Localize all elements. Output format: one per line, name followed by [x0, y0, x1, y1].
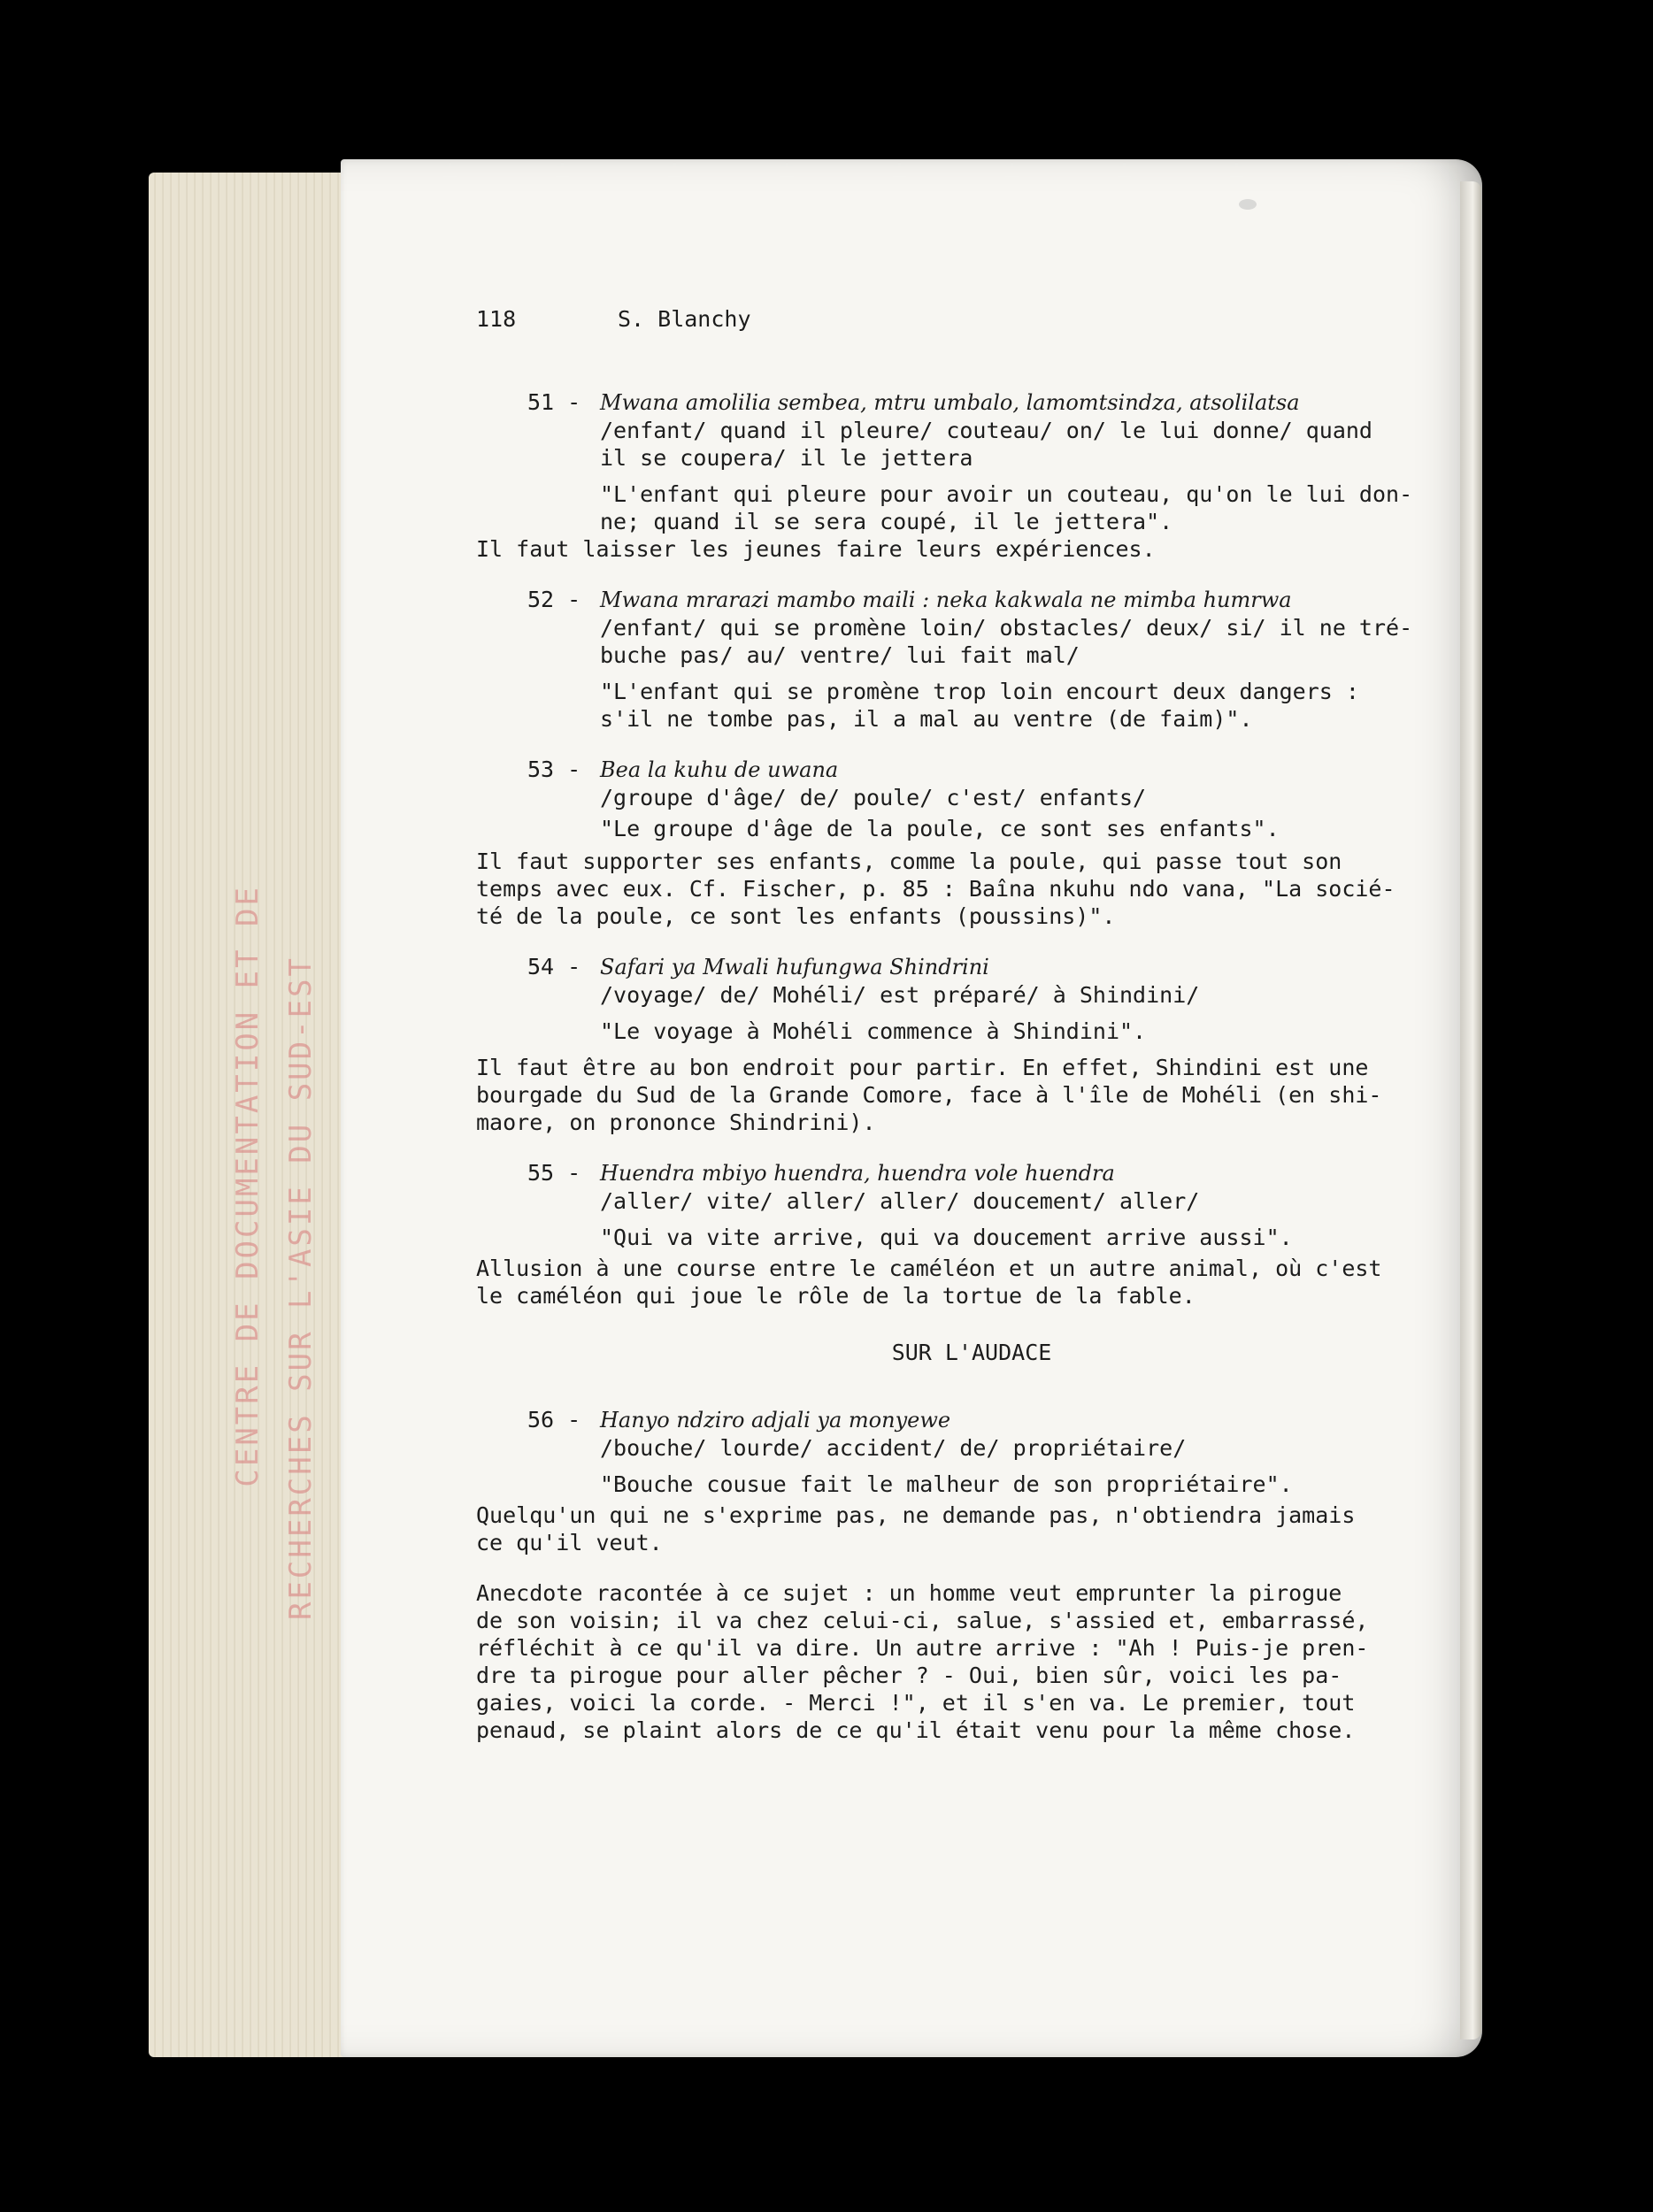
proverb-text: Mwana mrarazi mambo maili : neka kakwala ne mimba humrwa — [600, 588, 1292, 612]
translation-line: "Le voyage à Mohéli commence à Shindini". — [600, 1018, 1147, 1044]
proverb-entry-56 — [527, 1406, 1467, 1498]
proverb-text: Safari ya Mwali hufungwa Shindrini — [600, 955, 989, 979]
proverb-text: Mwana amolilia sembea, mtru umbalo, lamomtsindza, atsolilatsa — [600, 390, 1300, 415]
proverb-number: 55 - — [527, 1160, 581, 1186]
proverb-number: 54 - — [527, 954, 581, 979]
gloss-line: il se coupera/ il le jettera — [600, 445, 973, 471]
translation-line: "Le groupe d'âge de la poule, ce sont ses enfants". — [600, 816, 1280, 841]
page-content — [476, 305, 1467, 1744]
proverb-entry-53 — [527, 756, 1467, 842]
gloss-line: /groupe d'âge/ de/ poule/ c'est/ enfants/ — [600, 785, 1147, 810]
anecdote-line: Anecdote racontée à ce sujet : un homme veut emprunter la pirogue — [476, 1580, 1342, 1606]
proverb-entry-54 — [527, 953, 1467, 1045]
gloss-line: /bouche/ lourde/ accident/ de/ propriétaire/ — [600, 1435, 1187, 1461]
proverb-text: Huendra mbiyo huendra, huendra vole huendra — [600, 1161, 1115, 1186]
translation-line: ne; quand il se sera coupé, il le jettera". — [600, 509, 1173, 534]
translation-line: "L'enfant qui pleure pour avoir un couteau, qu'on le lui don- — [600, 481, 1413, 507]
proverb-number: 51 - — [527, 389, 581, 415]
translation-line: "Bouche cousue fait le malheur de son propriétaire". — [600, 1471, 1293, 1497]
commentary: Allusion à une course entre le caméléon et un autre animal, où c'est — [476, 1256, 1382, 1281]
stamp-line-2: RECHERCHES SUR L'ASIE DU SUD-EST — [283, 956, 319, 1621]
library-stamp — [177, 885, 345, 1621]
translation-line: "L'enfant qui se promène trop loin encourt deux dangers : — [600, 679, 1359, 704]
proverb-number: 53 - — [527, 757, 581, 782]
commentary: bourgade du Sud de la Grande Comore, face à l'île de Mohéli (en shi- — [476, 1082, 1382, 1108]
commentary: Il faut supporter ses enfants, comme la poule, qui passe tout son — [476, 849, 1342, 874]
proverb-entry-52 — [527, 586, 1467, 733]
anecdote-line: penaud, se plaint alors de ce qu'il était venu pour la même chose. — [476, 1717, 1356, 1743]
commentary: le caméléon qui joue le rôle de la tortue de la fable. — [476, 1283, 1196, 1309]
commentary: ce qu'il veut. — [476, 1530, 663, 1555]
proverb-entry-51 — [527, 388, 1467, 535]
proverb-text: Hanyo ndziro adjali ya monyewe — [600, 1408, 951, 1432]
commentary: té de la poule, ce sont les enfants (poussins)". — [476, 903, 1116, 929]
commentary: maore, on prononce Shindrini). — [476, 1110, 876, 1135]
proverb-number: 56 - — [527, 1407, 581, 1432]
running-header — [476, 305, 1467, 333]
anecdote-line: réfléchit à ce qu'il va dire. Un autre arrive : "Ah ! Puis-je pren- — [476, 1635, 1369, 1661]
gloss-line: buche pas/ au/ ventre/ lui fait mal/ — [600, 642, 1080, 668]
commentary: Il faut être au bon endroit pour partir. En effet, Shindini est une — [476, 1055, 1369, 1080]
gloss-line: /voyage/ de/ Mohéli/ est préparé/ à Shindini/ — [600, 982, 1200, 1008]
proverb-text: Bea la kuhu de uwana — [600, 757, 839, 782]
page-number: 118 — [476, 306, 517, 332]
commentary: Quelqu'un qui ne s'exprime pas, ne demande pas, n'obtiendra jamais — [476, 1502, 1356, 1528]
gloss-line: /enfant/ qui se promène loin/ obstacles/ deux/ si/ il ne tré- — [600, 615, 1413, 641]
author-name: S. Blanchy — [618, 306, 751, 332]
gloss-line: /aller/ vite/ aller/ aller/ doucement/ aller/ — [600, 1188, 1200, 1214]
gloss-line: /enfant/ quand il pleure/ couteau/ on/ le lui donne/ quand — [600, 418, 1372, 443]
section-title: SUR L'AUDACE — [891, 1340, 1052, 1365]
ink-smudge — [1239, 199, 1257, 210]
anecdote-paragraph — [476, 1579, 1467, 1744]
commentary: Il faut laisser les jeunes faire leurs expériences. — [476, 536, 1156, 562]
anecdote-line: de son voisin; il va chez celui-ci, salue, s'assied et, embarrassé, — [476, 1608, 1369, 1633]
translation-line: s'il ne tombe pas, il a mal au ventre (de faim)". — [600, 706, 1253, 732]
proverb-entry-55 — [527, 1159, 1467, 1251]
proverb-number: 52 - — [527, 587, 581, 612]
translation-line: "Qui va vite arrive, qui va doucement arrive aussi". — [600, 1225, 1293, 1250]
commentary: temps avec eux. Cf. Fischer, p. 85 : Baîna nkuhu ndo vana, "La socié- — [476, 876, 1395, 902]
anecdote-line: dre ta pirogue pour aller pêcher ? - Oui, bien sûr, voici les pa- — [476, 1663, 1342, 1688]
anecdote-line: gaies, voici la corde. - Merci !", et il s'en va. Le premier, tout — [476, 1690, 1356, 1716]
stamp-line-1: CENTRE DE DOCUMENTATION ET DE — [230, 885, 265, 1487]
